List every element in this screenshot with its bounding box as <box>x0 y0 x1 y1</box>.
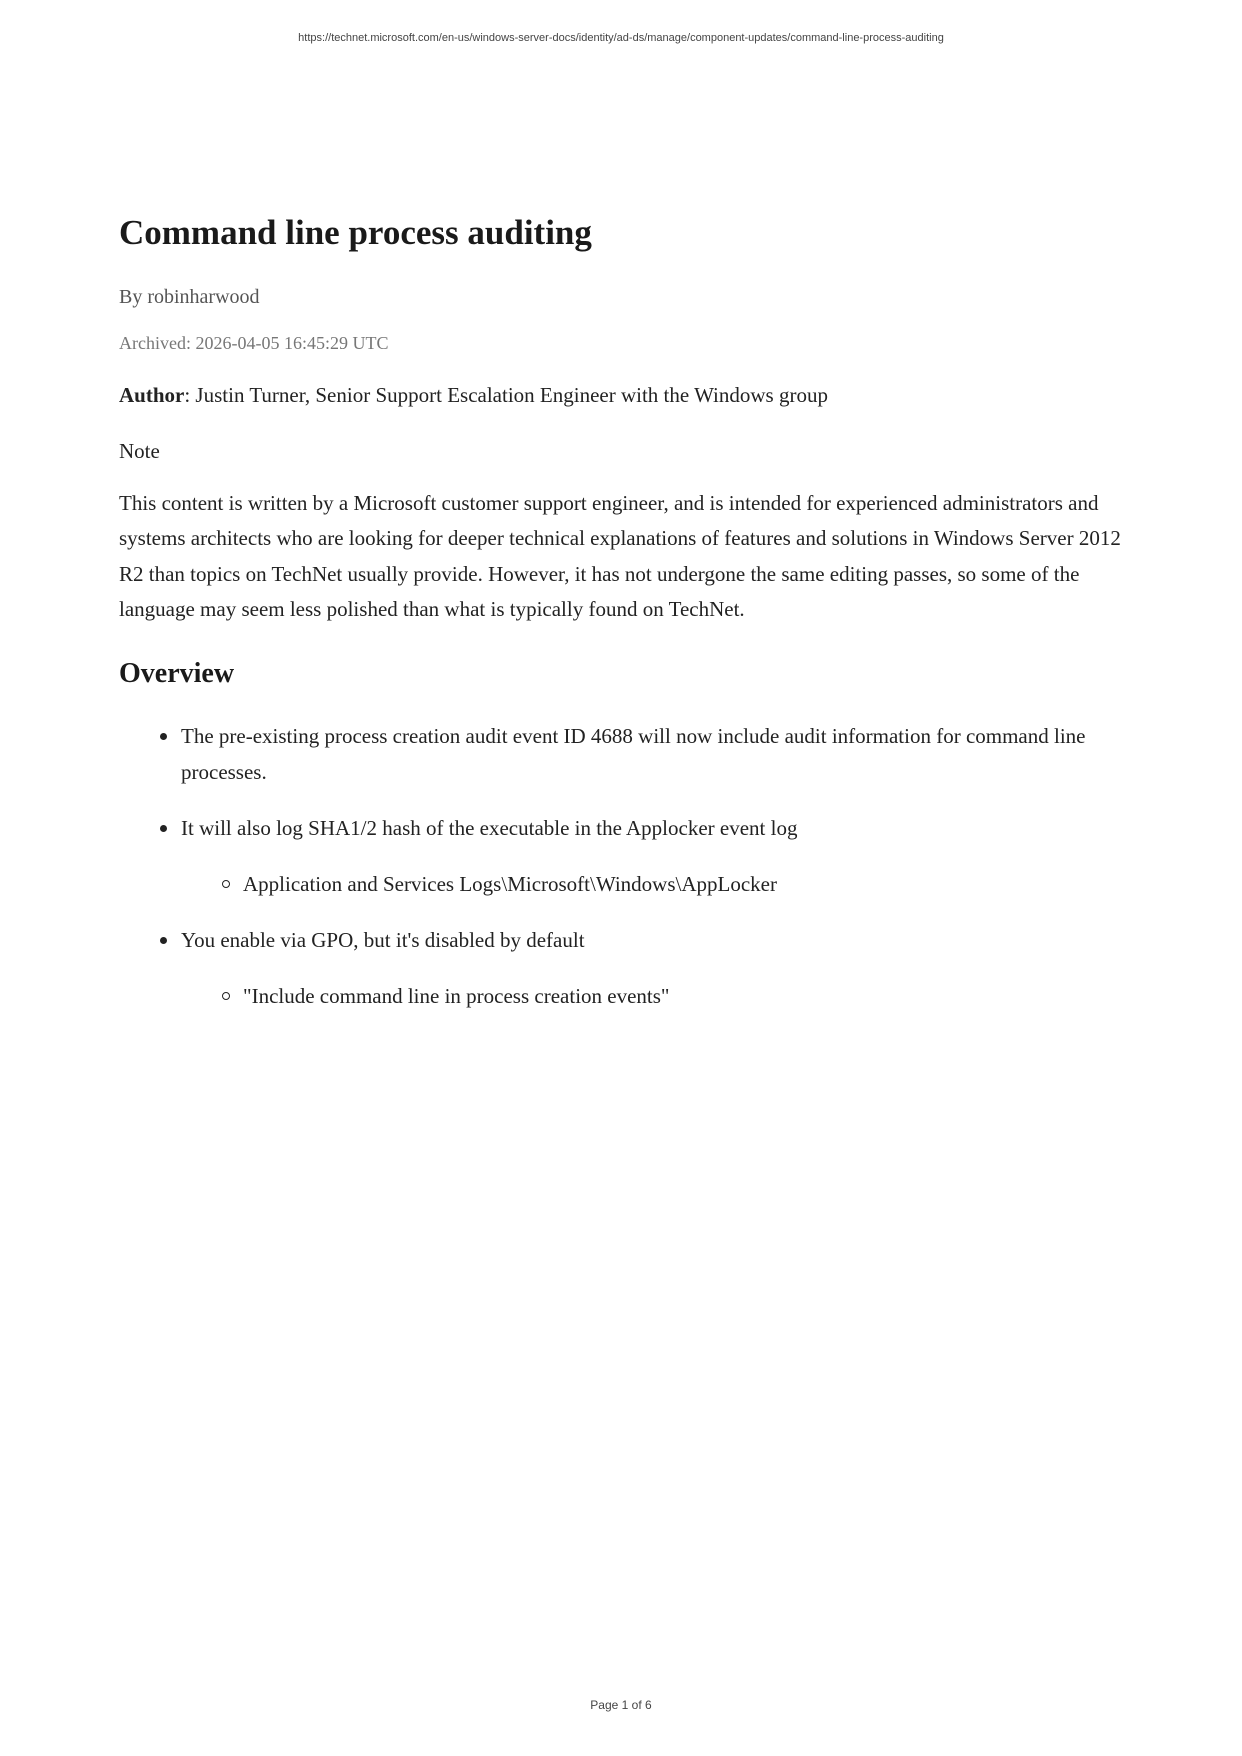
author-label: Author <box>119 382 185 407</box>
byline: By robinharwood <box>119 286 260 308</box>
list-item <box>181 810 1139 902</box>
note-body: This content is written by a Microsoft customer support engineer, and is intended for experienced administrators and systems architects who are looking for deeper technical explanations of features and solutions in Windows Server 2012 R2 than topics on TechNet usually provide. However, it has not undergone the same editing passes, so some of the language may seem less polished than what is typically found on TechNet. <box>119 490 1121 622</box>
list-item-text: It will also log SHA1/2 hash of the executable in the Applocker event log <box>181 815 798 840</box>
bullet-circle-icon <box>222 992 230 1000</box>
list-item <box>181 718 1139 790</box>
sub-list-item-text: Application and Services Logs\Microsoft\Windows\AppLocker <box>243 871 777 896</box>
overview-heading: Overview <box>119 657 235 689</box>
sub-list <box>181 866 1139 902</box>
archived-timestamp: Archived: 2026-04-05 16:45:29 UTC <box>119 333 389 353</box>
author-line <box>119 383 1139 408</box>
page-url: https://technet.microsoft.com/en-us/windows-server-docs/identity/ad-ds/manage/component-updates/command-line-process-auditing <box>298 32 944 44</box>
page-indicator: Page 1 of 6 <box>590 1698 652 1712</box>
bullet-circle-icon <box>222 880 230 888</box>
list-item-text: You enable via GPO, but it's disabled by default <box>181 927 585 952</box>
sub-list-item <box>243 978 1139 1014</box>
list-item <box>181 922 1139 1014</box>
sub-list-item <box>243 866 1139 902</box>
sub-list-item-text: "Include command line in process creation events" <box>243 983 670 1008</box>
list-item-text: The pre-existing process creation audit event ID 4688 will now include audit information for command line processes. <box>181 723 1086 784</box>
sub-list <box>181 978 1139 1014</box>
bullet-dot-icon <box>160 733 167 740</box>
bullet-dot-icon <box>160 825 167 832</box>
article <box>119 212 1139 1034</box>
author-text: : Justin Turner, Senior Support Escalation Engineer with the Windows group <box>184 382 828 407</box>
note-label: Note <box>119 438 160 463</box>
bullet-dot-icon <box>160 937 167 944</box>
overview-list <box>119 718 1139 1014</box>
page-title: Command line process auditing <box>119 213 592 252</box>
